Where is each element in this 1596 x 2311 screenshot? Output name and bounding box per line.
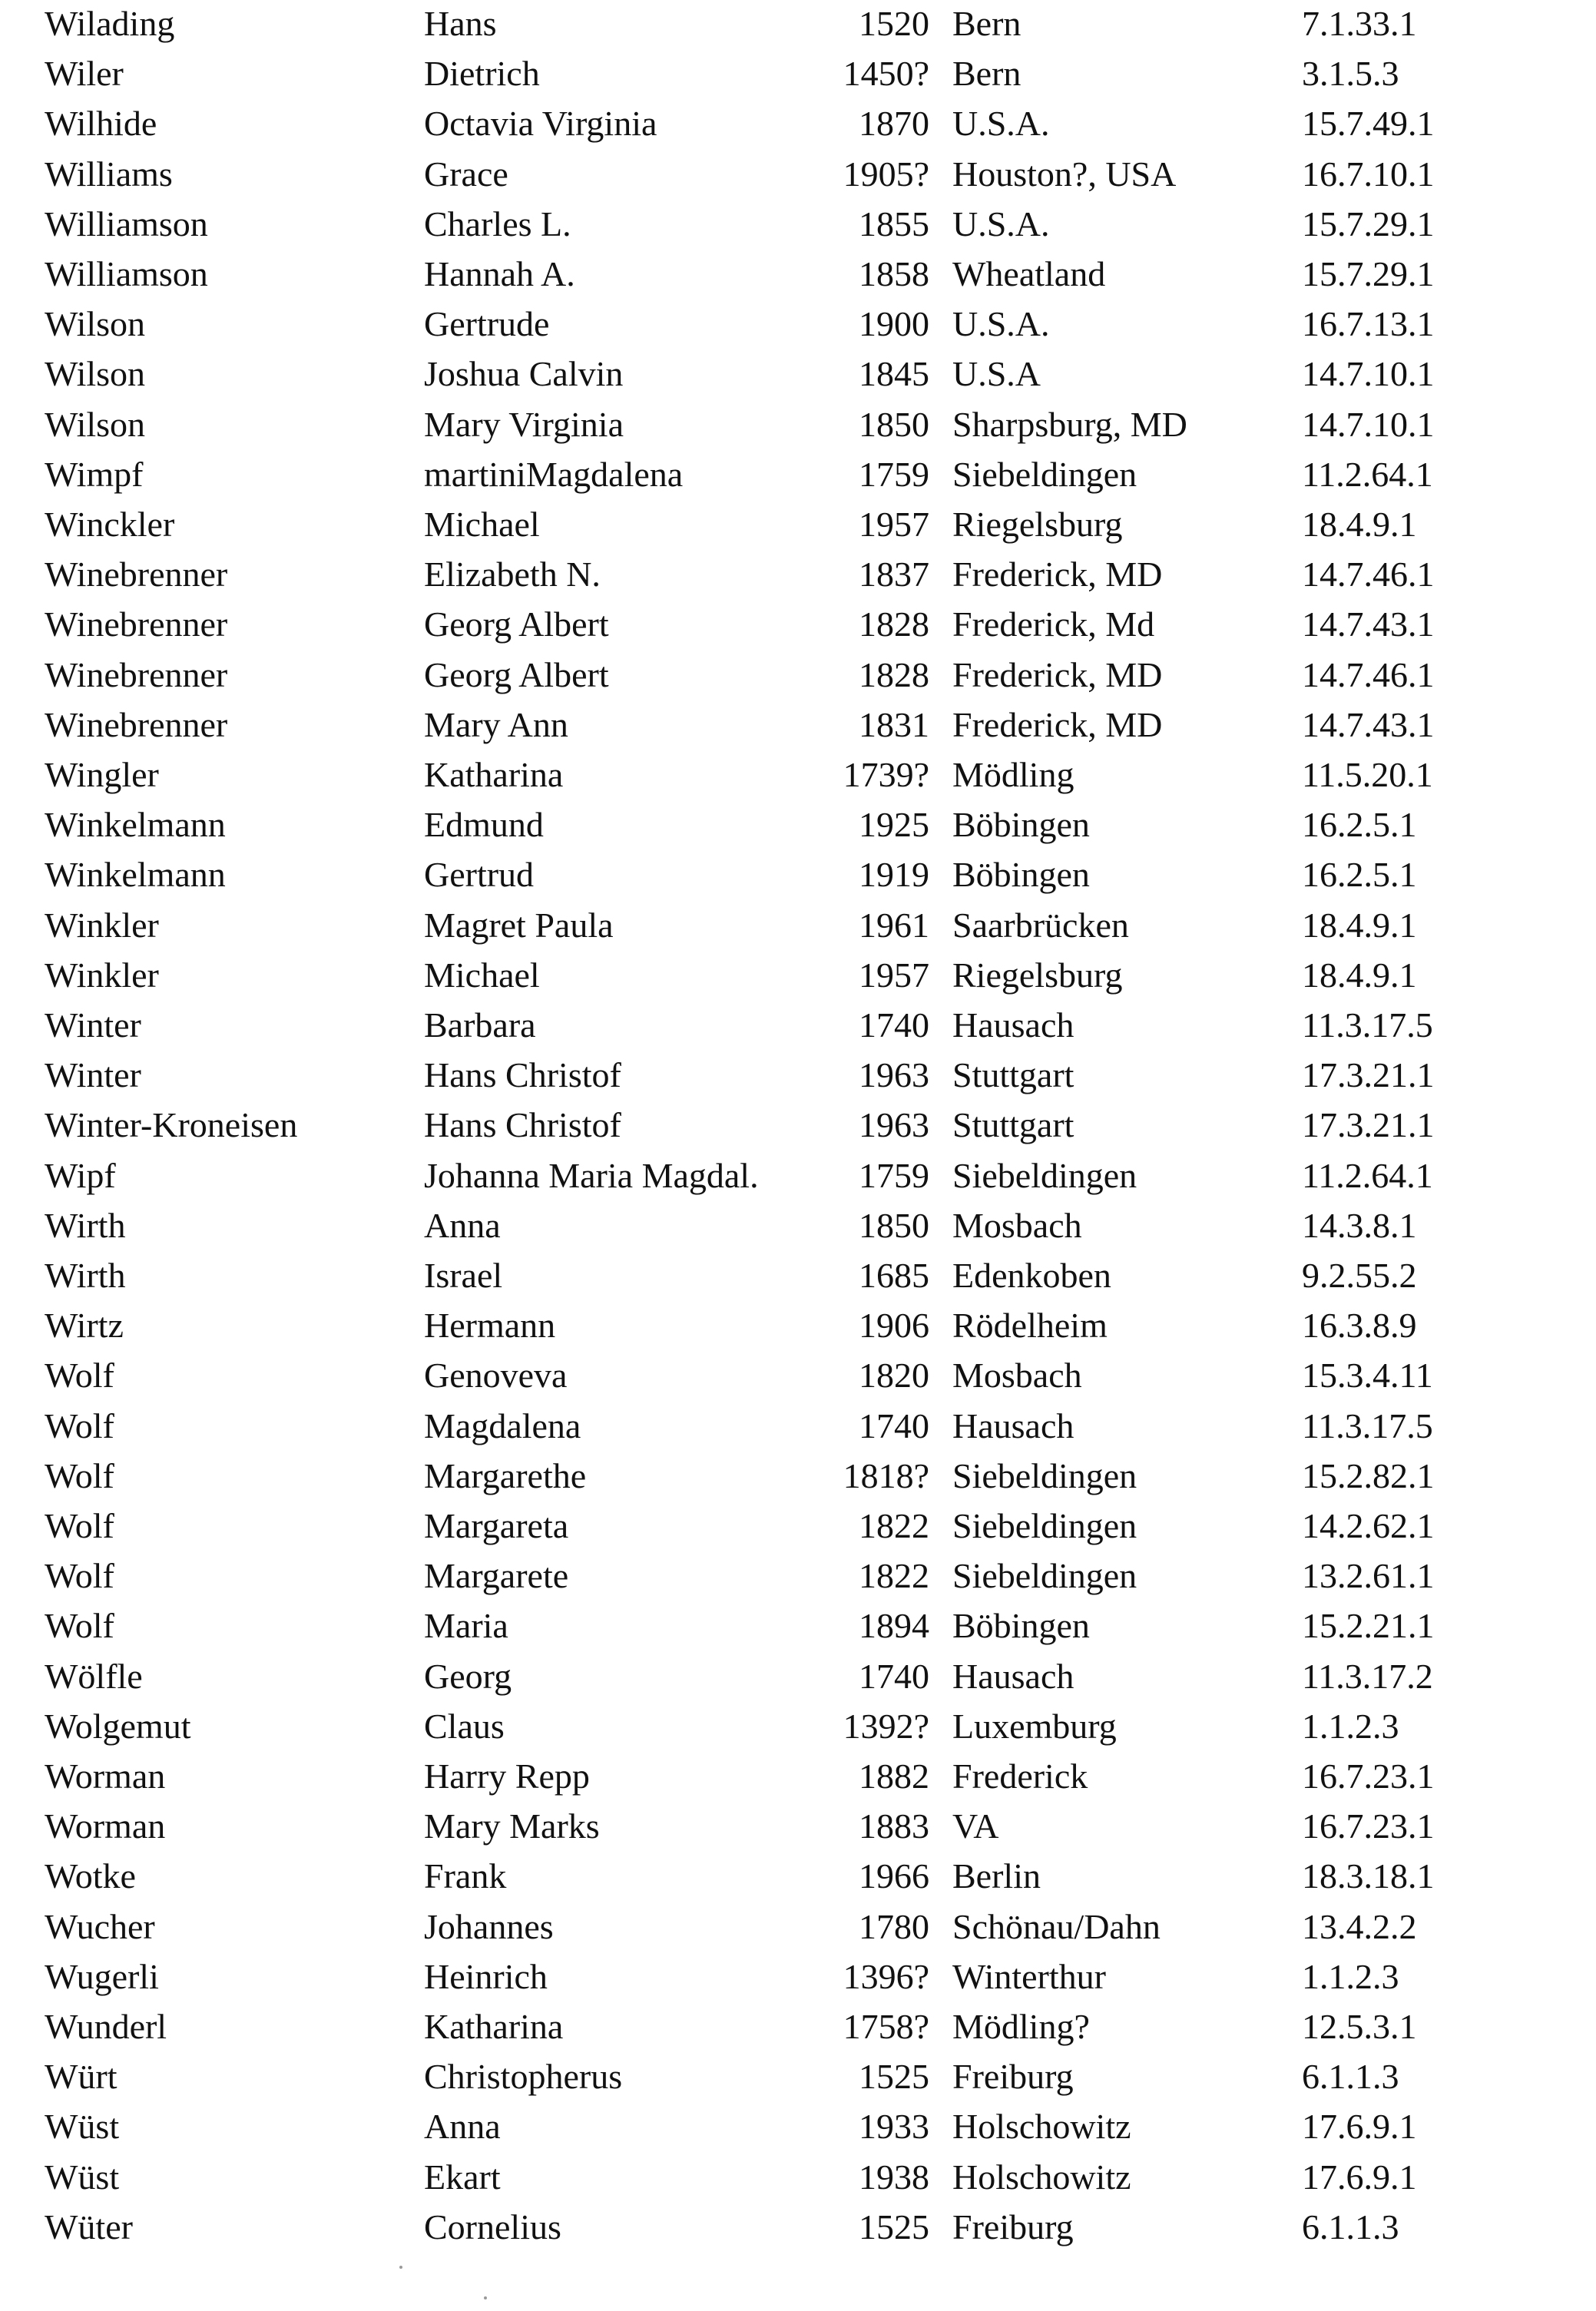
year-cell: 1933: [859, 2107, 929, 2147]
surname-cell: Wolf: [45, 1455, 114, 1495]
given-name-cell: Harry Repp: [424, 1756, 590, 1796]
year-cell: 1963: [859, 1055, 929, 1095]
surname-cell: Winkler: [45, 905, 159, 945]
year-cell: 1938: [859, 2157, 929, 2197]
place-cell: Bern: [952, 4, 1022, 43]
table-row: [0, 1200, 1596, 1251]
place-cell: Schönau/Dahn: [952, 1906, 1161, 1946]
scan-speck: [399, 2266, 402, 2269]
given-name-cell: Israel: [424, 1256, 503, 1295]
given-name-cell: Grace: [424, 154, 508, 194]
surname-cell: Wingler: [45, 755, 159, 794]
reference-cell: 17.6.9.1: [1302, 2107, 1417, 2147]
surname-cell: Williams: [45, 154, 173, 194]
given-name-cell: Anna: [424, 2107, 501, 2147]
surname-cell: Wüst: [45, 2107, 120, 2147]
given-name-cell: Charles L.: [424, 204, 571, 243]
reference-cell: 15.3.4.11: [1302, 1356, 1433, 1396]
given-name-cell: Mary Virginia: [424, 404, 624, 444]
year-cell: 1957: [859, 955, 929, 995]
year-cell: 1739?: [843, 755, 929, 794]
table-row: [0, 650, 1596, 700]
table-row: [0, 700, 1596, 750]
reference-cell: 16.2.5.1: [1302, 855, 1417, 895]
reference-cell: 11.5.20.1: [1302, 755, 1433, 794]
table-row: [0, 599, 1596, 650]
year-cell: 1758?: [843, 2007, 929, 2046]
surname-cell: Wimpf: [45, 454, 144, 494]
table-row: [0, 1801, 1596, 1852]
year-cell: 1900: [859, 304, 929, 344]
given-name-cell: Anna: [424, 1205, 501, 1245]
table-row: [0, 750, 1596, 800]
reference-cell: 16.3.8.9: [1302, 1306, 1417, 1346]
table-row: [0, 499, 1596, 550]
place-cell: Siebeldingen: [952, 1455, 1137, 1495]
place-cell: Holschowitz: [952, 2157, 1131, 2197]
place-cell: Frederick, MD: [952, 654, 1163, 694]
place-cell: Mosbach: [952, 1356, 1082, 1396]
place-cell: Hausach: [952, 1405, 1074, 1445]
given-name-cell: Katharina: [424, 2007, 564, 2046]
reference-cell: 14.3.8.1: [1302, 1205, 1417, 1245]
reference-cell: 15.7.49.1: [1302, 104, 1435, 144]
place-cell: Frederick, Md: [952, 604, 1155, 644]
place-cell: Siebeldingen: [952, 1556, 1137, 1596]
year-cell: 1870: [859, 104, 929, 144]
table-row: [0, 1902, 1596, 1952]
surname-cell: Wüter: [45, 2207, 133, 2246]
year-cell: 1759: [859, 454, 929, 494]
place-cell: Mödling: [952, 755, 1074, 794]
surname-cell: Worman: [45, 1806, 166, 1846]
place-cell: Böbingen: [952, 855, 1090, 895]
given-name-cell: Gertrud: [424, 855, 535, 895]
given-name-cell: Hans: [424, 4, 497, 43]
reference-cell: 15.2.21.1: [1302, 1606, 1435, 1646]
place-cell: U.S.A.: [952, 304, 1050, 344]
table-row: [0, 1050, 1596, 1101]
surname-cell: Winebrenner: [45, 604, 228, 644]
table-row: [0, 449, 1596, 500]
table-row: [0, 1100, 1596, 1151]
given-name-cell: Johanna Maria Magdal.: [424, 1155, 759, 1195]
given-name-cell: Hannah A.: [424, 254, 575, 293]
table-row: [0, 1300, 1596, 1351]
surname-cell: Wilson: [45, 404, 146, 444]
reference-cell: 14.7.46.1: [1302, 654, 1435, 694]
reference-cell: 11.2.64.1: [1302, 1155, 1433, 1195]
table-row: [0, 1401, 1596, 1452]
table-row: [0, 48, 1596, 99]
table-row: [0, 249, 1596, 300]
surname-cell: Wüst: [45, 2157, 120, 2197]
given-name-cell: Michael: [424, 505, 540, 544]
year-cell: 1520: [859, 4, 929, 43]
year-cell: 1850: [859, 1205, 929, 1245]
place-cell: Berlin: [952, 1856, 1041, 1896]
reference-cell: 13.2.61.1: [1302, 1556, 1435, 1596]
given-name-cell: Christopherus: [424, 2057, 623, 2097]
reference-cell: 6.1.1.3: [1302, 2207, 1399, 2246]
year-cell: 1822: [859, 1556, 929, 1596]
surname-cell: Wolf: [45, 1556, 114, 1596]
table-row: [0, 1451, 1596, 1501]
table-row: [0, 299, 1596, 349]
table-row: [0, 349, 1596, 399]
surname-cell: Wolf: [45, 1356, 114, 1396]
surname-cell: Wipf: [45, 1155, 116, 1195]
place-cell: Böbingen: [952, 1606, 1090, 1646]
place-cell: Mödling?: [952, 2007, 1090, 2046]
reference-cell: 16.7.23.1: [1302, 1806, 1435, 1846]
place-cell: Rödelheim: [952, 1306, 1108, 1346]
table-row: [0, 1350, 1596, 1401]
surname-cell: Wirth: [45, 1205, 126, 1245]
surname-cell: Worman: [45, 1756, 166, 1796]
given-name-cell: Margarethe: [424, 1455, 587, 1495]
place-cell: Stuttgart: [952, 1105, 1074, 1145]
year-cell: 1685: [859, 1256, 929, 1295]
year-cell: 1837: [859, 555, 929, 594]
given-name-cell: Magdalena: [424, 1405, 581, 1445]
reference-cell: 11.3.17.5: [1302, 1405, 1433, 1445]
year-cell: 1906: [859, 1306, 929, 1346]
surname-cell: Wolf: [45, 1405, 114, 1445]
table-row: [0, 98, 1596, 149]
reference-cell: 18.4.9.1: [1302, 955, 1417, 995]
given-name-cell: Octavia Virginia: [424, 104, 657, 144]
surname-cell: Wolf: [45, 1506, 114, 1545]
place-cell: U.S.A.: [952, 204, 1050, 243]
place-cell: Winterthur: [952, 1956, 1106, 1996]
given-name-cell: Johannes: [424, 1906, 554, 1946]
year-cell: 1828: [859, 604, 929, 644]
reference-cell: 17.3.21.1: [1302, 1055, 1435, 1095]
table-row: [0, 1601, 1596, 1651]
given-name-cell: Cornelius: [424, 2207, 561, 2246]
place-cell: Holschowitz: [952, 2107, 1131, 2147]
place-cell: Siebeldingen: [952, 1155, 1137, 1195]
year-cell: 1905?: [843, 154, 929, 194]
table-row: [0, 1250, 1596, 1301]
reference-cell: 13.4.2.2: [1302, 1906, 1417, 1946]
year-cell: 1894: [859, 1606, 929, 1646]
place-cell: Edenkoben: [952, 1256, 1111, 1295]
table-row: [0, 950, 1596, 1001]
reference-cell: 16.7.13.1: [1302, 304, 1435, 344]
reference-cell: 15.7.29.1: [1302, 204, 1435, 243]
table-row: [0, 1751, 1596, 1802]
reference-cell: 3.1.5.3: [1302, 54, 1399, 94]
given-name-cell: Barbara: [424, 1005, 536, 1045]
year-cell: 1961: [859, 905, 929, 945]
surname-cell: Winkelmann: [45, 855, 226, 895]
year-cell: 1850: [859, 404, 929, 444]
place-cell: Böbingen: [952, 805, 1090, 845]
surname-cell: Wirtz: [45, 1306, 124, 1346]
table-row: [0, 1551, 1596, 1601]
place-cell: Riegelsburg: [952, 505, 1123, 544]
year-cell: 1855: [859, 204, 929, 243]
table-row: [0, 399, 1596, 450]
place-cell: Freiburg: [952, 2207, 1074, 2246]
surname-cell: Wiler: [45, 54, 124, 94]
year-cell: 1525: [859, 2207, 929, 2246]
place-cell: Bern: [952, 54, 1022, 94]
year-cell: 1740: [859, 1405, 929, 1445]
surname-cell: Wilading: [45, 4, 175, 43]
surname-cell: Wilson: [45, 354, 146, 394]
given-name-cell: Joshua Calvin: [424, 354, 624, 394]
surname-cell: Winkelmann: [45, 805, 226, 845]
year-cell: 1957: [859, 505, 929, 544]
given-name-cell: Michael: [424, 955, 540, 995]
reference-cell: 15.2.82.1: [1302, 1455, 1435, 1495]
table-row: [0, 549, 1596, 600]
table-row: [0, 2001, 1596, 2052]
given-name-cell: Elizabeth N.: [424, 555, 601, 594]
year-cell: 1919: [859, 855, 929, 895]
reference-cell: 7.1.33.1: [1302, 4, 1417, 43]
place-cell: Houston?, USA: [952, 154, 1177, 194]
reference-cell: 14.7.10.1: [1302, 404, 1435, 444]
year-cell: 1845: [859, 354, 929, 394]
surname-cell: Winkler: [45, 955, 159, 995]
surname-cell: Williamson: [45, 204, 208, 243]
table-row: [0, 2202, 1596, 2253]
surname-cell: Wotke: [45, 1856, 136, 1896]
year-cell: 1740: [859, 1005, 929, 1045]
year-cell: 1818?: [843, 1455, 929, 1495]
year-cell: 1882: [859, 1756, 929, 1796]
year-cell: 1740: [859, 1656, 929, 1696]
year-cell: 1759: [859, 1155, 929, 1195]
place-cell: Siebeldingen: [952, 1506, 1137, 1545]
given-name-cell: Georg: [424, 1656, 512, 1696]
surname-cell: Winter: [45, 1055, 141, 1095]
year-cell: 1858: [859, 254, 929, 293]
reference-cell: 9.2.55.2: [1302, 1256, 1417, 1295]
surname-cell: Wölfle: [45, 1656, 143, 1696]
place-cell: Saarbrücken: [952, 905, 1129, 945]
table-row: [0, 849, 1596, 900]
place-cell: VA: [952, 1806, 999, 1846]
surname-cell: Winter-Kroneisen: [45, 1105, 298, 1145]
year-cell: 1883: [859, 1806, 929, 1846]
place-cell: Freiburg: [952, 2057, 1074, 2097]
place-cell: Stuttgart: [952, 1055, 1074, 1095]
reference-cell: 11.2.64.1: [1302, 454, 1433, 494]
surname-cell: Würt: [45, 2057, 118, 2097]
given-name-cell: Magret Paula: [424, 905, 614, 945]
reference-cell: 18.3.18.1: [1302, 1856, 1435, 1896]
table-row: [0, 1701, 1596, 1752]
surname-cell: Winebrenner: [45, 704, 228, 744]
table-row: [0, 1151, 1596, 1201]
year-cell: 1831: [859, 704, 929, 744]
table-row: [0, 1501, 1596, 1551]
year-cell: 1822: [859, 1506, 929, 1545]
reference-cell: 11.3.17.5: [1302, 1005, 1433, 1045]
place-cell: Siebeldingen: [952, 454, 1137, 494]
reference-cell: 16.2.5.1: [1302, 805, 1417, 845]
table-row: [0, 800, 1596, 850]
place-cell: Hausach: [952, 1005, 1074, 1045]
reference-cell: 16.7.10.1: [1302, 154, 1435, 194]
given-name-cell: martiniMagdalena: [424, 454, 684, 494]
year-cell: 1828: [859, 654, 929, 694]
given-name-cell: Katharina: [424, 755, 564, 794]
given-name-cell: Hermann: [424, 1306, 556, 1346]
reference-cell: 12.5.3.1: [1302, 2007, 1417, 2046]
table-row: [0, 0, 1596, 49]
table-row: [0, 2101, 1596, 2152]
given-name-cell: Maria: [424, 1606, 508, 1646]
surname-cell: Winebrenner: [45, 654, 228, 694]
given-name-cell: Mary Ann: [424, 704, 568, 744]
place-cell: Frederick, MD: [952, 704, 1163, 744]
given-name-cell: Georg Albert: [424, 604, 609, 644]
year-cell: 1525: [859, 2057, 929, 2097]
year-cell: 1963: [859, 1105, 929, 1145]
year-cell: 1820: [859, 1356, 929, 1396]
year-cell: 1392?: [843, 1706, 929, 1746]
reference-cell: 15.7.29.1: [1302, 254, 1435, 293]
reference-cell: 17.6.9.1: [1302, 2157, 1417, 2197]
given-name-cell: Mary Marks: [424, 1806, 600, 1846]
surname-cell: Wilson: [45, 304, 146, 344]
reference-cell: 14.7.10.1: [1302, 354, 1435, 394]
surname-cell: Wucher: [45, 1906, 155, 1946]
given-name-cell: Heinrich: [424, 1956, 548, 1996]
given-name-cell: Claus: [424, 1706, 505, 1746]
year-cell: 1780: [859, 1906, 929, 1946]
reference-cell: 14.7.43.1: [1302, 704, 1435, 744]
reference-cell: 17.3.21.1: [1302, 1105, 1435, 1145]
place-cell: U.S.A.: [952, 104, 1050, 144]
year-cell: 1450?: [843, 54, 929, 94]
scan-speck: [484, 2296, 487, 2299]
table-row: [0, 1851, 1596, 1902]
given-name-cell: Genoveva: [424, 1356, 568, 1396]
reference-cell: 6.1.1.3: [1302, 2057, 1399, 2097]
reference-cell: 11.3.17.2: [1302, 1656, 1433, 1696]
place-cell: Sharpsburg, MD: [952, 404, 1187, 444]
table-row: [0, 900, 1596, 951]
surname-cell: Winckler: [45, 505, 175, 544]
table-row: [0, 149, 1596, 200]
surname-cell: Williamson: [45, 254, 208, 293]
place-cell: Wheatland: [952, 254, 1106, 293]
given-name-cell: Georg Albert: [424, 654, 609, 694]
place-cell: Riegelsburg: [952, 955, 1123, 995]
surname-cell: Winter: [45, 1005, 141, 1045]
reference-cell: 16.7.23.1: [1302, 1756, 1435, 1796]
place-cell: Frederick: [952, 1756, 1088, 1796]
table-row: [0, 2051, 1596, 2102]
place-cell: U.S.A: [952, 354, 1041, 394]
given-name-cell: Margarete: [424, 1556, 569, 1596]
reference-cell: 14.7.43.1: [1302, 604, 1435, 644]
place-cell: Mosbach: [952, 1205, 1082, 1245]
reference-cell: 14.7.46.1: [1302, 555, 1435, 594]
given-name-cell: Dietrich: [424, 54, 540, 94]
given-name-cell: Hans Christof: [424, 1055, 621, 1095]
given-name-cell: Gertrude: [424, 304, 550, 344]
surname-cell: Wolf: [45, 1606, 114, 1646]
surname-cell: Wolgemut: [45, 1706, 191, 1746]
given-name-cell: Ekart: [424, 2157, 501, 2197]
reference-cell: 1.1.2.3: [1302, 1706, 1399, 1746]
surname-cell: Wunderl: [45, 2007, 167, 2046]
place-cell: Luxemburg: [952, 1706, 1117, 1746]
year-cell: 1966: [859, 1856, 929, 1896]
surname-cell: Wilhide: [45, 104, 157, 144]
table-row: [0, 1000, 1596, 1051]
place-cell: Hausach: [952, 1656, 1074, 1696]
table-row: [0, 199, 1596, 250]
given-name-cell: Edmund: [424, 805, 544, 845]
surname-cell: Wirth: [45, 1256, 126, 1295]
place-cell: Frederick, MD: [952, 555, 1163, 594]
surname-cell: Wugerli: [45, 1956, 159, 1996]
given-name-cell: Frank: [424, 1856, 507, 1896]
reference-cell: 1.1.2.3: [1302, 1956, 1399, 1996]
year-cell: 1396?: [843, 1956, 929, 1996]
reference-cell: 18.4.9.1: [1302, 905, 1417, 945]
table-row: [0, 1651, 1596, 1702]
table-row: [0, 2152, 1596, 2203]
given-name-cell: Margareta: [424, 1506, 569, 1545]
given-name-cell: Hans Christof: [424, 1105, 621, 1145]
reference-cell: 18.4.9.1: [1302, 505, 1417, 544]
surname-cell: Winebrenner: [45, 555, 228, 594]
table-row: [0, 1952, 1596, 2002]
year-cell: 1925: [859, 805, 929, 845]
reference-cell: 14.2.62.1: [1302, 1506, 1435, 1545]
